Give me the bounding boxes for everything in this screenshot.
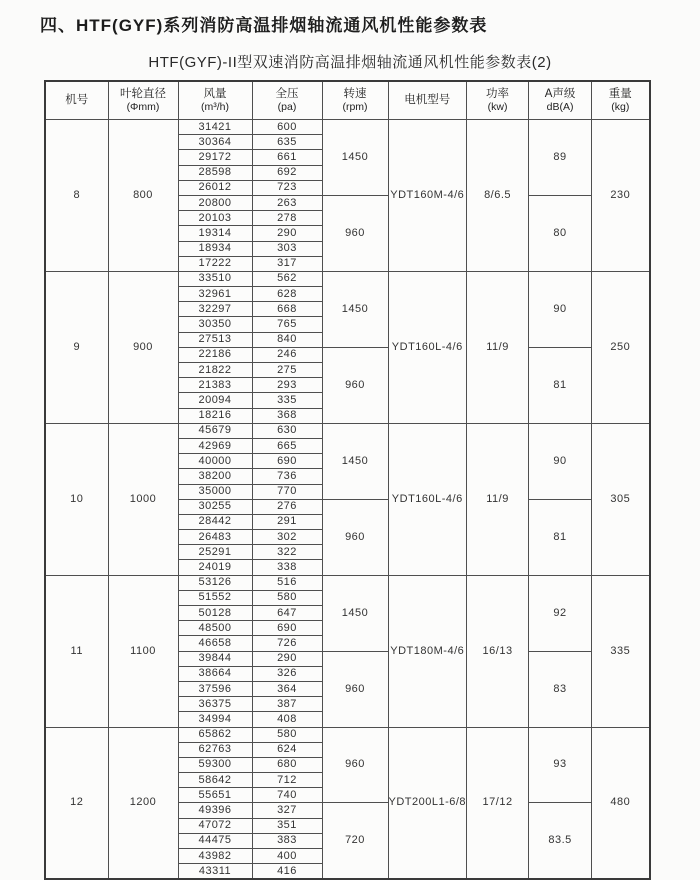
impeller-diameter-cell: 1000: [108, 423, 178, 575]
flow-cell: 58642: [178, 773, 252, 788]
flow-cell: 31421: [178, 120, 252, 135]
speed-cell: 720: [322, 803, 388, 879]
pressure-cell: 290: [252, 226, 322, 241]
table-row: [45, 575, 650, 590]
weight-cell: 305: [592, 423, 650, 575]
flow-cell: 18934: [178, 241, 252, 256]
model-no-cell: 11: [45, 575, 108, 727]
power-cell: 11/9: [467, 271, 529, 423]
speed-cell: 1450: [322, 575, 388, 651]
flow-cell: 21822: [178, 363, 252, 378]
col-header-label: 叶轮直径: [120, 87, 166, 100]
col-header-unit: (m³/h): [201, 101, 229, 114]
noise-cell: 80: [529, 195, 592, 271]
pressure-cell: 692: [252, 165, 322, 180]
pressure-cell: 580: [252, 727, 322, 742]
col-header-unit: (pa): [277, 101, 297, 114]
flow-cell: 28442: [178, 514, 252, 529]
pressure-cell: 416: [252, 864, 322, 880]
flow-cell: 43311: [178, 864, 252, 880]
noise-cell: 81: [529, 347, 592, 423]
pressure-cell: 317: [252, 256, 322, 271]
col-header-unit: (rpm): [342, 101, 368, 114]
pressure-cell: 387: [252, 697, 322, 712]
flow-cell: 53126: [178, 575, 252, 590]
pressure-cell: 726: [252, 636, 322, 651]
pressure-cell: 290: [252, 651, 322, 666]
col-header-label: 电机型号: [404, 94, 451, 107]
pressure-cell: 665: [252, 438, 322, 453]
col-header-motor-model: [388, 81, 467, 120]
speed-cell: 1450: [322, 271, 388, 347]
table-row: [45, 727, 650, 742]
flow-cell: 33510: [178, 271, 252, 286]
flow-cell: 62763: [178, 742, 252, 757]
motor-model-cell: YDT160M-4/6: [388, 120, 467, 272]
col-header-label: A声级: [544, 87, 576, 100]
pressure-cell: 690: [252, 621, 322, 636]
flow-cell: 32961: [178, 287, 252, 302]
pressure-cell: 600: [252, 120, 322, 135]
col-header-label: 风量: [203, 87, 227, 100]
flow-cell: 55651: [178, 788, 252, 803]
pressure-cell: 278: [252, 211, 322, 226]
flow-cell: 24019: [178, 560, 252, 575]
flow-cell: 30364: [178, 135, 252, 150]
table-row: [45, 120, 650, 135]
pressure-cell: 562: [252, 271, 322, 286]
flow-cell: 38664: [178, 666, 252, 681]
model-no-cell: 8: [45, 120, 108, 272]
flow-cell: 47072: [178, 818, 252, 833]
pressure-cell: 723: [252, 180, 322, 195]
flow-cell: 42969: [178, 438, 252, 453]
col-header-model-no: [45, 81, 108, 120]
table-row: [45, 423, 650, 438]
pressure-cell: 383: [252, 833, 322, 848]
col-header-weight: [592, 81, 650, 120]
speed-cell: 960: [322, 195, 388, 271]
flow-cell: 18216: [178, 408, 252, 423]
flow-cell: 29172: [178, 150, 252, 165]
flow-cell: 20103: [178, 211, 252, 226]
pressure-cell: 293: [252, 378, 322, 393]
flow-cell: 20094: [178, 393, 252, 408]
flow-cell: 46658: [178, 636, 252, 651]
flow-cell: 45679: [178, 423, 252, 438]
weight-cell: 480: [592, 727, 650, 879]
flow-cell: 22186: [178, 347, 252, 362]
speed-cell: 1450: [322, 120, 388, 196]
weight-cell: 250: [592, 271, 650, 423]
speed-cell: 960: [322, 651, 388, 727]
noise-cell: 81: [529, 499, 592, 575]
weight-cell: 335: [592, 575, 650, 727]
flow-cell: 30255: [178, 499, 252, 514]
noise-cell: 93: [529, 727, 592, 803]
flow-cell: 44475: [178, 833, 252, 848]
weight-cell: 230: [592, 120, 650, 272]
flow-cell: 39844: [178, 651, 252, 666]
pressure-cell: 580: [252, 590, 322, 605]
power-cell: 8/6.5: [467, 120, 529, 272]
pressure-cell: 630: [252, 423, 322, 438]
motor-model-cell: YDT200L1-6/8: [388, 727, 467, 879]
col-header-pressure: [252, 81, 322, 120]
flow-cell: 43982: [178, 849, 252, 864]
col-header-label: 转速: [343, 87, 367, 100]
col-header-speed: [322, 81, 388, 120]
col-header-unit: (kw): [487, 101, 508, 114]
col-header-unit: (kg): [611, 101, 630, 114]
table-row: [45, 271, 650, 286]
pressure-cell: 661: [252, 150, 322, 165]
flow-cell: 48500: [178, 621, 252, 636]
impeller-diameter-cell: 1200: [108, 727, 178, 879]
pressure-cell: 628: [252, 287, 322, 302]
flow-cell: 19314: [178, 226, 252, 241]
noise-cell: 90: [529, 423, 592, 499]
pressure-cell: 326: [252, 666, 322, 681]
col-header-unit: dB(A): [546, 101, 574, 114]
model-no-cell: 10: [45, 423, 108, 575]
flow-cell: 35000: [178, 484, 252, 499]
flow-cell: 26012: [178, 180, 252, 195]
col-header-label: 功率: [486, 87, 510, 100]
col-header-impeller-diameter: [108, 81, 178, 120]
col-header-noise-level: [529, 81, 592, 120]
pressure-cell: 624: [252, 742, 322, 757]
pressure-cell: 338: [252, 560, 322, 575]
power-cell: 11/9: [467, 423, 529, 575]
flow-cell: 51552: [178, 590, 252, 605]
pressure-cell: 680: [252, 757, 322, 772]
pressure-cell: 668: [252, 302, 322, 317]
pressure-cell: 408: [252, 712, 322, 727]
col-header-label: 全压: [275, 87, 299, 100]
flow-cell: 36375: [178, 697, 252, 712]
pressure-cell: 322: [252, 545, 322, 560]
pressure-cell: 516: [252, 575, 322, 590]
pressure-cell: 327: [252, 803, 322, 818]
motor-model-cell: YDT180M-4/6: [388, 575, 467, 727]
col-header-flow: [178, 81, 252, 120]
col-header-label: 机号: [65, 94, 89, 107]
impeller-diameter-cell: 900: [108, 271, 178, 423]
flow-cell: 59300: [178, 757, 252, 772]
power-cell: 16/13: [467, 575, 529, 727]
flow-cell: 25291: [178, 545, 252, 560]
table-subtitle: HTF(GYF)-II型双速消防高温排烟轴流通风机性能参数表(2): [148, 54, 552, 71]
header-row: [45, 81, 650, 120]
col-header-label: 重量: [608, 87, 632, 100]
pressure-cell: 770: [252, 484, 322, 499]
pressure-cell: 400: [252, 849, 322, 864]
noise-cell: 83: [529, 651, 592, 727]
flow-cell: 37596: [178, 681, 252, 696]
flow-cell: 28598: [178, 165, 252, 180]
pressure-cell: 740: [252, 788, 322, 803]
pressure-cell: 840: [252, 332, 322, 347]
pressure-cell: 335: [252, 393, 322, 408]
pressure-cell: 647: [252, 606, 322, 621]
flow-cell: 65862: [178, 727, 252, 742]
motor-model-cell: YDT160L-4/6: [388, 271, 467, 423]
flow-cell: 34994: [178, 712, 252, 727]
flow-cell: 50128: [178, 606, 252, 621]
speed-cell: 960: [322, 347, 388, 423]
speed-cell: 1450: [322, 423, 388, 499]
flow-cell: 32297: [178, 302, 252, 317]
motor-model-cell: YDT160L-4/6: [388, 423, 467, 575]
pressure-cell: 368: [252, 408, 322, 423]
pressure-cell: 364: [252, 681, 322, 696]
flow-cell: 30350: [178, 317, 252, 332]
speed-cell: 960: [322, 499, 388, 575]
pressure-cell: 712: [252, 773, 322, 788]
page-title: 四、HTF(GYF)系列消防高温排烟轴流通风机性能参数表: [40, 16, 488, 35]
flow-cell: 40000: [178, 454, 252, 469]
noise-cell: 90: [529, 271, 592, 347]
pressure-cell: 276: [252, 499, 322, 514]
flow-cell: 26483: [178, 530, 252, 545]
speed-cell: 960: [322, 727, 388, 803]
model-no-cell: 12: [45, 727, 108, 879]
impeller-diameter-cell: 1100: [108, 575, 178, 727]
pressure-cell: 246: [252, 347, 322, 362]
col-header-power: [467, 81, 529, 120]
pressure-cell: 303: [252, 241, 322, 256]
pressure-cell: 765: [252, 317, 322, 332]
noise-cell: 83.5: [529, 803, 592, 879]
flow-cell: 17222: [178, 256, 252, 271]
noise-cell: 89: [529, 120, 592, 196]
col-header-unit: (Φmm): [126, 101, 160, 114]
impeller-diameter-cell: 800: [108, 120, 178, 272]
pressure-cell: 635: [252, 135, 322, 150]
flow-cell: 21383: [178, 378, 252, 393]
performance-table: [44, 80, 651, 880]
noise-cell: 92: [529, 575, 592, 651]
pressure-cell: 291: [252, 514, 322, 529]
flow-cell: 27513: [178, 332, 252, 347]
pressure-cell: 690: [252, 454, 322, 469]
pressure-cell: 275: [252, 363, 322, 378]
flow-cell: 20800: [178, 195, 252, 210]
power-cell: 17/12: [467, 727, 529, 879]
pressure-cell: 302: [252, 530, 322, 545]
flow-cell: 49396: [178, 803, 252, 818]
model-no-cell: 9: [45, 271, 108, 423]
pressure-cell: 351: [252, 818, 322, 833]
flow-cell: 38200: [178, 469, 252, 484]
pressure-cell: 263: [252, 195, 322, 210]
pressure-cell: 736: [252, 469, 322, 484]
